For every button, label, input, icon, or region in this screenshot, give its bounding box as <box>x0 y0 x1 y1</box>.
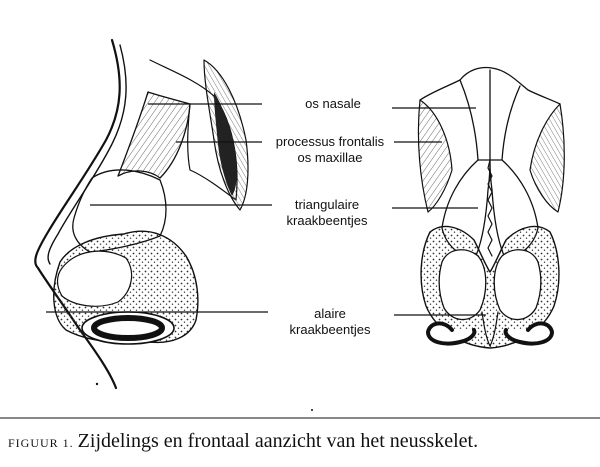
caption-figure-number: FIGUUR 1. <box>8 436 74 450</box>
front-left-process <box>418 100 452 212</box>
speck <box>96 383 98 385</box>
label-alaire-group <box>272 306 388 338</box>
figure-caption <box>8 430 598 453</box>
os-nasale-shape <box>118 92 190 178</box>
label-triangulaire-line2: kraakbeentjes <box>286 213 368 228</box>
label-alaire-line1: alaire <box>314 306 346 321</box>
label-triangulaire-line1: triangulaire <box>294 197 360 212</box>
label-processus-line1: processus frontalis <box>275 134 385 149</box>
nostril-inner <box>94 318 162 338</box>
label-os-nasale: os nasale <box>305 96 361 111</box>
separator-speck <box>311 409 313 411</box>
front-right-process <box>530 104 564 212</box>
label-processus-frontalis-group <box>262 134 398 166</box>
side-view-drawing <box>35 40 248 388</box>
caption-text: Zijdelings en frontaal aanzicht van het neusskelet. <box>77 430 479 452</box>
label-alaire-line2: kraakbeentjes <box>289 322 371 337</box>
label-processus-line2: os maxillae <box>297 150 363 165</box>
front-nasal-bones <box>460 70 520 160</box>
front-alar-lobe-right <box>494 250 541 320</box>
skin-profile-inner <box>48 45 126 264</box>
front-alar-lobe-left <box>439 250 486 320</box>
label-triangulaire-group <box>272 197 382 229</box>
